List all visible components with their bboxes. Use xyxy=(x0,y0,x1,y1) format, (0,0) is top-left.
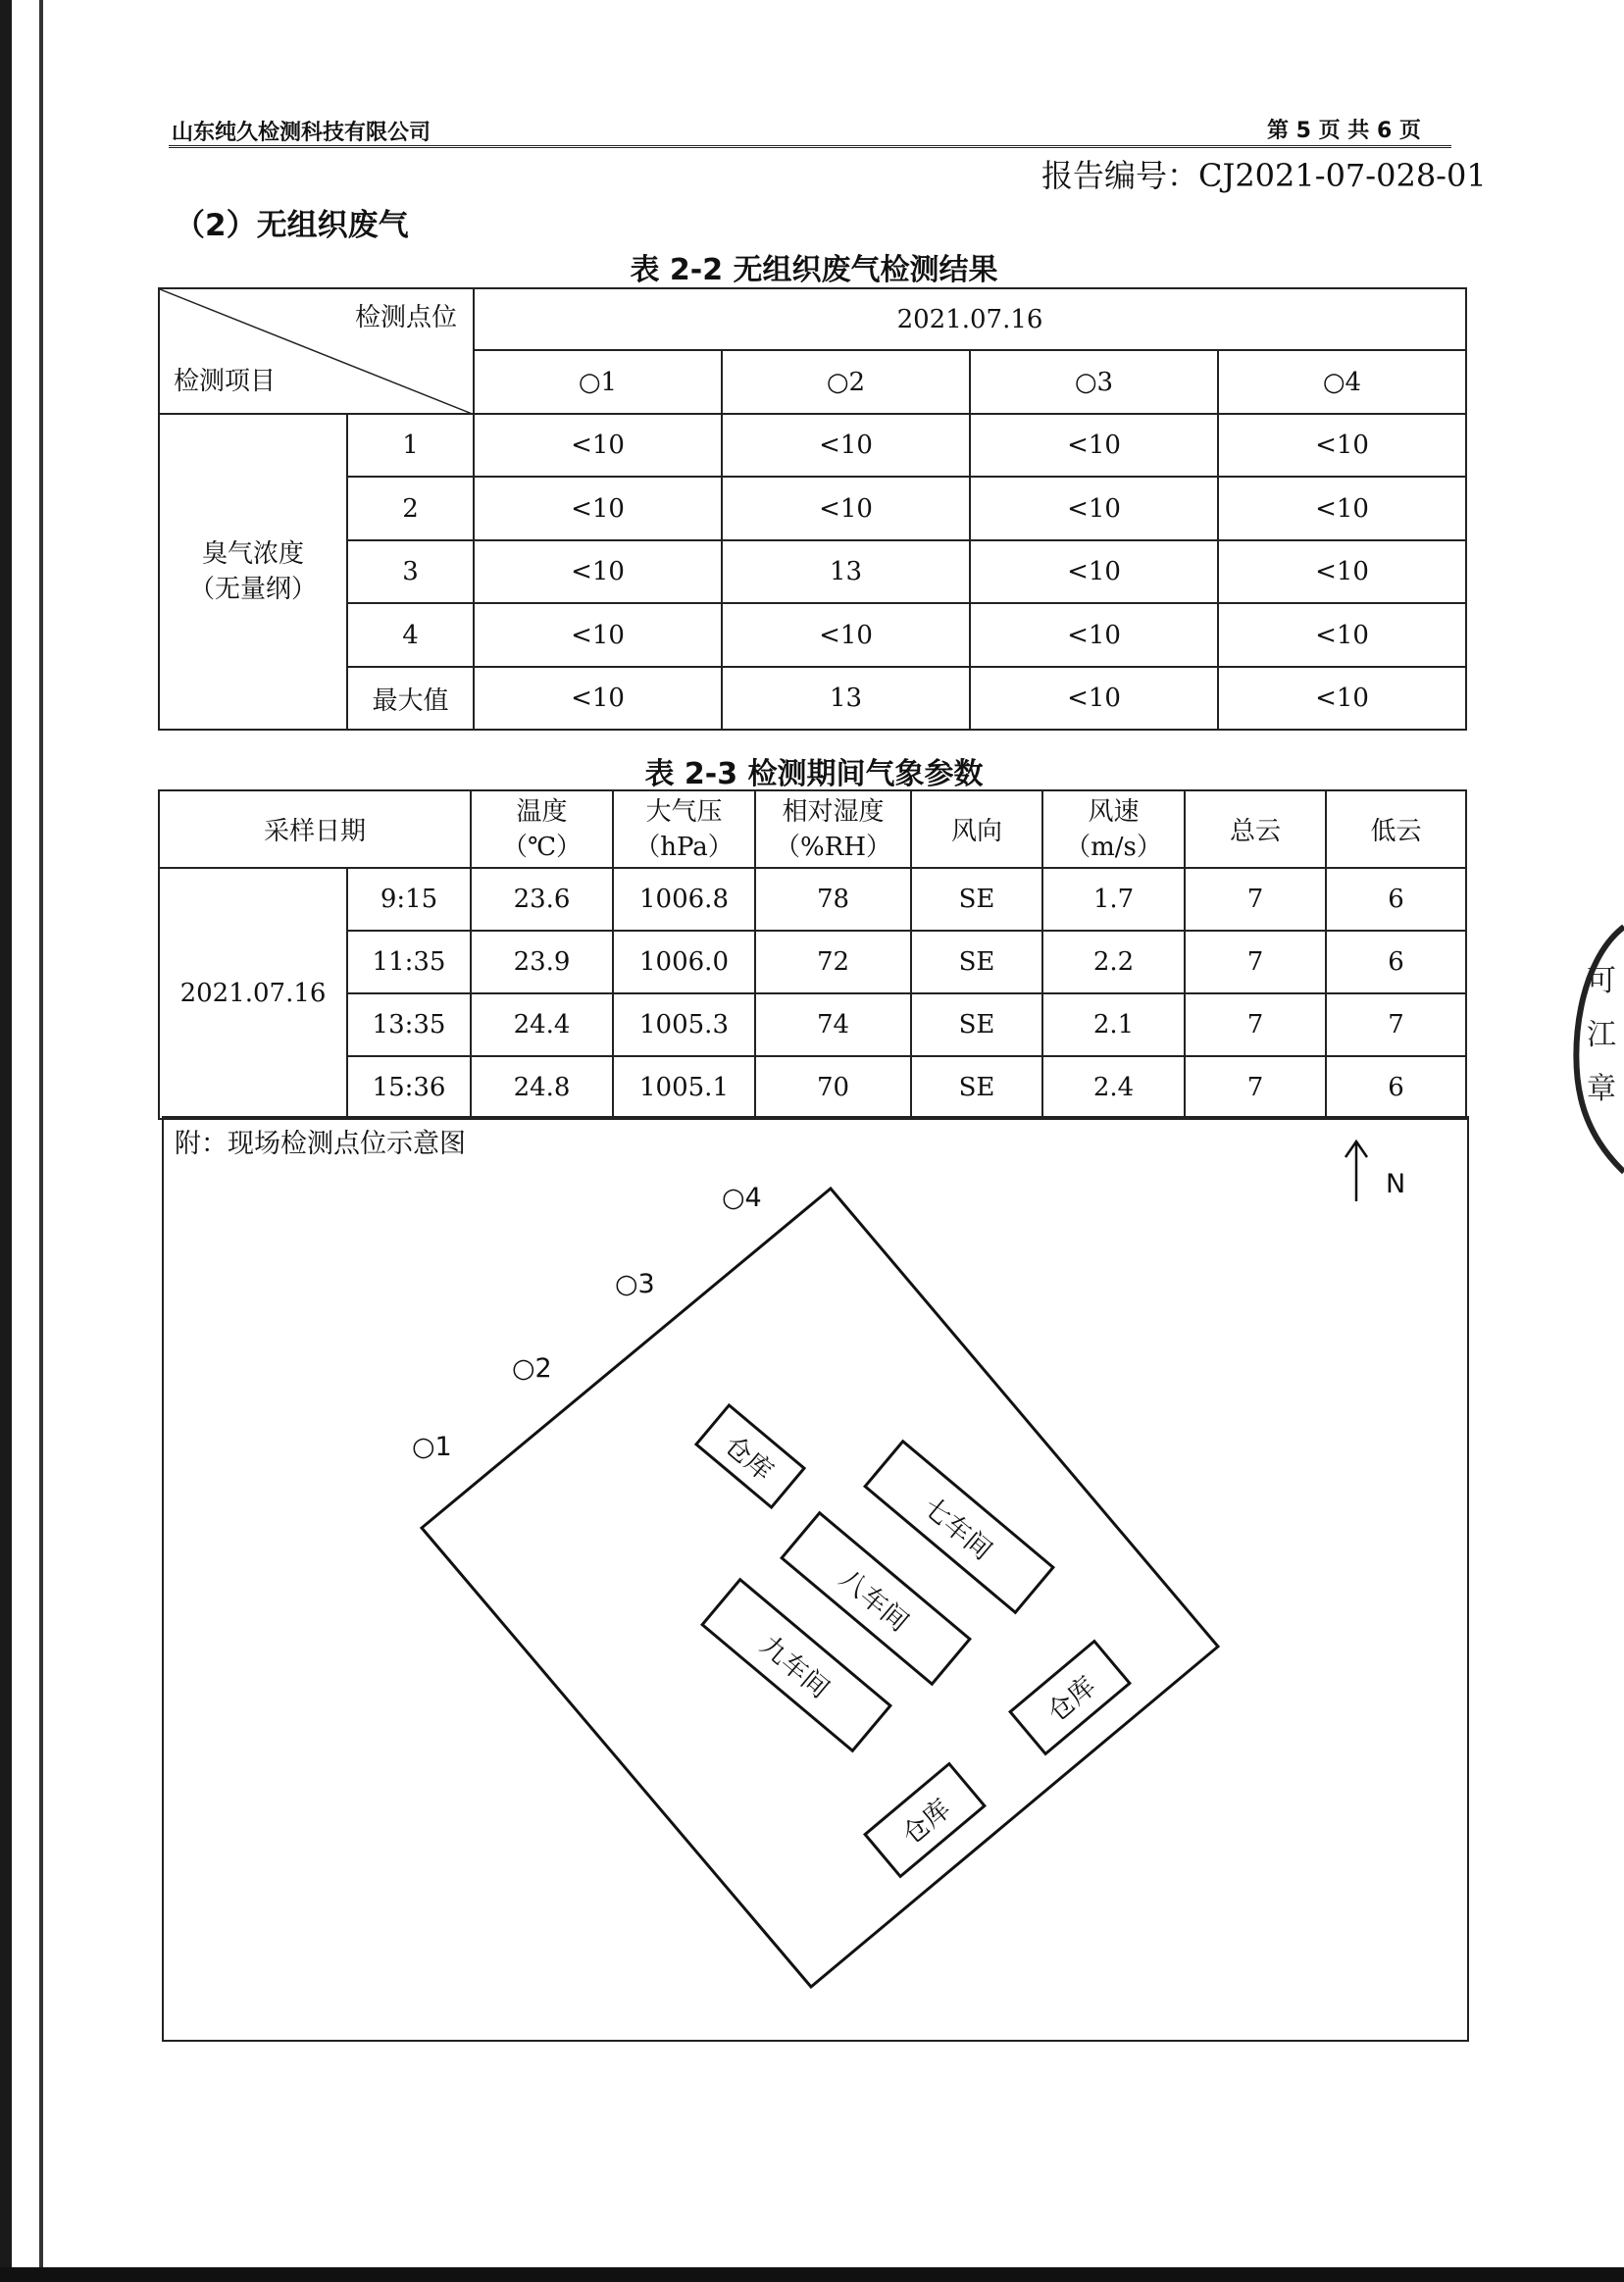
th-total-cloud: 总云 xyxy=(1185,790,1326,868)
map-point-3: ○3 xyxy=(615,1269,655,1299)
label-workshop-9: 九车间 xyxy=(754,1630,836,1705)
row-label: 1 xyxy=(347,414,474,477)
seal-fragment xyxy=(1569,922,1624,1177)
corner-bottom-label: 检测项目 xyxy=(174,367,277,396)
th-wind-speed-label: 风速 xyxy=(1088,796,1140,827)
map-point-2: ○2 xyxy=(512,1353,552,1384)
weather-total-cloud: 7 xyxy=(1185,1056,1326,1119)
th-wind-speed-unit: （m/s） xyxy=(1065,832,1162,862)
weather-pressure: 1005.1 xyxy=(613,1056,755,1119)
cell-value: <10 xyxy=(1218,477,1466,540)
th-humidity-unit: （%RH） xyxy=(775,832,891,862)
weather-time: 15:36 xyxy=(347,1056,471,1119)
row-label-max: 最大值 xyxy=(347,667,474,730)
point-header-2: ○2 xyxy=(722,350,970,414)
row-label: 2 xyxy=(347,477,474,540)
row-label: 3 xyxy=(347,540,474,603)
weather-pressure: 1006.0 xyxy=(613,931,755,993)
map-point-4: ○4 xyxy=(722,1183,762,1213)
table1-date: 2021.07.16 xyxy=(474,288,1466,350)
th-wind-direction: 风向 xyxy=(911,790,1042,868)
cell-value: <10 xyxy=(722,603,970,667)
weather-wind-speed: 1.7 xyxy=(1042,868,1185,931)
site-boundary xyxy=(422,1189,1218,1987)
weather-wind-dir: SE xyxy=(911,1056,1042,1119)
weather-low-cloud: 6 xyxy=(1326,931,1466,993)
cell-value: <10 xyxy=(1218,414,1466,477)
th-sampling-date: 采样日期 xyxy=(159,790,471,868)
weather-time: 11:35 xyxy=(347,931,471,993)
th-temperature-label: 温度 xyxy=(516,796,568,827)
section-title: （2）无组织废气 xyxy=(175,208,409,243)
point-header-1: ○1 xyxy=(474,350,722,414)
weather-pressure: 1005.3 xyxy=(613,993,755,1056)
weather-low-cloud: 6 xyxy=(1326,1056,1466,1119)
cell-value: <10 xyxy=(474,540,722,603)
cell-value: 13 xyxy=(722,667,970,730)
cell-value: <10 xyxy=(970,540,1218,603)
svg-text:江: 江 xyxy=(1587,1018,1616,1052)
point-header-3: ○3 xyxy=(970,350,1218,414)
weather-temp: 23.6 xyxy=(471,868,613,931)
cell-value: <10 xyxy=(474,477,722,540)
label-warehouse-east: 仓库 xyxy=(1041,1671,1102,1729)
cell-value: <10 xyxy=(474,603,722,667)
weather-total-cloud: 7 xyxy=(1185,931,1326,993)
weather-wind-dir: SE xyxy=(911,868,1042,931)
weather-temp: 23.9 xyxy=(471,931,613,993)
weather-humidity: 74 xyxy=(755,993,911,1056)
cell-value: <10 xyxy=(1218,603,1466,667)
weather-total-cloud: 7 xyxy=(1185,868,1326,931)
cell-value: <10 xyxy=(474,667,722,730)
svg-text:章: 章 xyxy=(1587,1072,1616,1106)
cell-value: 13 xyxy=(722,540,970,603)
corner-top-label: 检测点位 xyxy=(354,303,457,332)
th-pressure-label: 大气压 xyxy=(645,796,723,827)
th-humidity-label: 相对湿度 xyxy=(782,796,885,827)
weather-humidity: 70 xyxy=(755,1056,911,1119)
label-workshop-7: 七车间 xyxy=(917,1492,998,1567)
map-point-1: ○1 xyxy=(412,1432,452,1462)
weather-humidity: 78 xyxy=(755,868,911,931)
cell-value: <10 xyxy=(722,414,970,477)
weather-temp: 24.8 xyxy=(471,1056,613,1119)
cell-value: <10 xyxy=(474,414,722,477)
table2-caption: 表 2-3 检测期间气象参数 xyxy=(644,757,984,791)
scan-bottom-edge xyxy=(0,2267,1624,2282)
weather-wind-speed: 2.2 xyxy=(1042,931,1185,993)
cell-value: <10 xyxy=(970,603,1218,667)
report-number: 报告编号：CJ2021-07-028-01 xyxy=(1041,157,1487,194)
weather-time: 13:35 xyxy=(347,993,471,1056)
th-low-cloud: 低云 xyxy=(1326,790,1466,868)
weather-wind-dir: SE xyxy=(911,931,1042,993)
th-temperature-unit: （℃） xyxy=(501,832,583,862)
weather-humidity: 72 xyxy=(755,931,911,993)
weather-wind-speed: 2.4 xyxy=(1042,1056,1185,1119)
weather-time: 9:15 xyxy=(347,868,471,931)
weather-wind-speed: 2.1 xyxy=(1042,993,1185,1056)
cell-value: <10 xyxy=(1218,540,1466,603)
item-unit: （无量纲） xyxy=(188,575,317,604)
label-warehouse-north: 仓库 xyxy=(718,1430,779,1488)
point-header-4: ○4 xyxy=(1218,350,1466,414)
cell-value: <10 xyxy=(970,667,1218,730)
weather-date: 2021.07.16 xyxy=(159,868,347,1119)
weather-low-cloud: 7 xyxy=(1326,993,1466,1056)
cell-value: <10 xyxy=(970,414,1218,477)
row-label: 4 xyxy=(347,603,474,667)
label-workshop-8: 八车间 xyxy=(834,1563,915,1639)
weather-low-cloud: 6 xyxy=(1326,868,1466,931)
item-name: 臭气浓度 xyxy=(201,539,304,569)
cell-value: <10 xyxy=(970,477,1218,540)
cell-value: <10 xyxy=(722,477,970,540)
page-indicator: 第 5 页 共 6 页 xyxy=(1267,119,1421,143)
svg-text:可: 可 xyxy=(1587,964,1616,998)
site-map-title: 附：现场检测点位示意图 xyxy=(175,1129,466,1159)
table1-caption: 表 2-2 无组织废气检测结果 xyxy=(630,253,998,287)
cell-value: <10 xyxy=(1218,667,1466,730)
weather-wind-dir: SE xyxy=(911,993,1042,1056)
weather-total-cloud: 7 xyxy=(1185,993,1326,1056)
weather-pressure: 1006.8 xyxy=(613,868,755,931)
th-pressure-unit: （hPa） xyxy=(634,832,734,862)
company-name: 山东纯久检测科技有限公司 xyxy=(172,121,431,145)
weather-temp: 24.4 xyxy=(471,993,613,1056)
north-label: N xyxy=(1386,1169,1406,1199)
label-warehouse-south: 仓库 xyxy=(896,1794,957,1851)
